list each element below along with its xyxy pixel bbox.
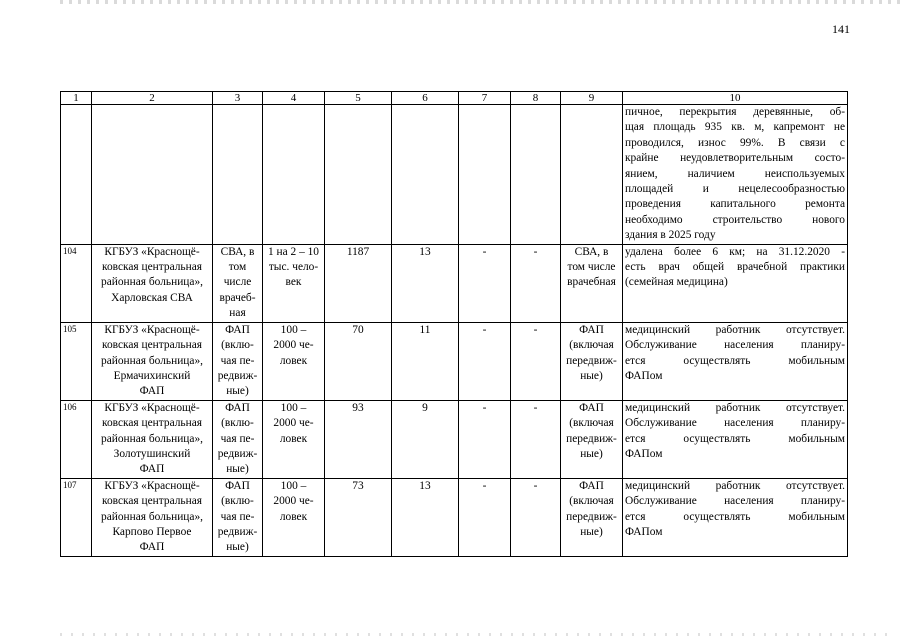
facility-type: [213, 322, 263, 400]
column-header: 8: [511, 92, 561, 105]
cell-line: ФАП: [225, 479, 250, 492]
cell-line: 2000 че-: [273, 495, 314, 508]
cell-line: районная больница»,: [101, 354, 203, 367]
cell-line: ФАПом: [625, 369, 663, 382]
cell-line: ФАП: [225, 401, 250, 414]
cell-line: ковская центральная: [101, 339, 202, 352]
facility-name: [92, 244, 213, 322]
note: [623, 478, 848, 556]
cell-line: ФАП: [579, 479, 604, 492]
recommended-type: [561, 322, 623, 400]
row-number: 106: [61, 400, 92, 478]
cell-line: есть врач общей врачебной практики: [625, 261, 845, 274]
cell-line: районная больница»,: [101, 510, 203, 523]
cell-line: КГБУЗ «Краснощё-: [104, 323, 200, 336]
cell-line: ные): [226, 463, 249, 476]
cell-line: Карпово Первое: [112, 525, 192, 538]
cell-line: тыс. чело-: [268, 261, 319, 274]
col7-value: -: [459, 244, 511, 322]
cell-line: щая площадь 935 кв. м, капремонт не: [625, 121, 845, 134]
col7-value: -: [459, 400, 511, 478]
recommended-type: [561, 400, 623, 478]
cell-line: необходимо строительство нового: [625, 213, 845, 226]
continuation-row: [61, 105, 848, 245]
cell-line: (вклю-: [221, 495, 254, 508]
scan-noise-bottom: [60, 633, 890, 636]
cell-line: числе: [223, 276, 252, 289]
column-header: 1: [61, 92, 92, 105]
distance: 9: [392, 400, 459, 478]
facility-type: [213, 400, 263, 478]
recommended-type: [561, 478, 623, 556]
cell-line: 1 на 2 – 10: [267, 245, 320, 258]
cell-line: ФАП: [139, 463, 165, 476]
cell-line: здания в 2025 году: [625, 229, 716, 242]
cell-line: (вклю-: [221, 417, 254, 430]
cell-line: медицинский работник отсутствует.: [625, 479, 845, 492]
population: 93: [325, 400, 392, 478]
cell-line: 100 –: [280, 479, 307, 492]
scan-noise-top: [60, 0, 900, 4]
cell-line: ФАП: [139, 385, 165, 398]
col7-value: -: [459, 478, 511, 556]
cell-line: (включая: [569, 417, 614, 430]
population-norm: [263, 322, 325, 400]
cell-line: КГБУЗ «Краснощё-: [104, 479, 200, 492]
population: 73: [325, 478, 392, 556]
distance: 11: [392, 322, 459, 400]
facility-type: [213, 478, 263, 556]
column-header: 5: [325, 92, 392, 105]
cell-line: ные): [580, 525, 603, 538]
cell-line: врачеб-: [219, 291, 256, 304]
population: 1187: [325, 244, 392, 322]
population-norm: [263, 244, 325, 322]
cell-line: чая пе-: [220, 432, 255, 445]
cell-line: ФАПом: [625, 525, 663, 538]
column-header: 10: [623, 92, 848, 105]
cell-line: редвиж-: [217, 447, 258, 460]
cell-line: редвиж-: [217, 369, 258, 382]
facility-type: [213, 244, 263, 322]
cell-line: ется осуществлять мобильным: [625, 432, 845, 445]
cell-line: удалена более 6 км; на 31.12.2020 -: [625, 245, 845, 258]
cell-line: ные): [580, 447, 603, 460]
cell-line: (вклю-: [221, 339, 254, 352]
cell-line: КГБУЗ «Краснощё-: [104, 401, 200, 414]
table-row: [61, 400, 848, 478]
column-header: 9: [561, 92, 623, 105]
cell-line: Харловская СВА: [111, 291, 193, 304]
cell-line: 2000 че-: [273, 417, 314, 430]
cell-line: районная больница»,: [101, 432, 203, 445]
facility-name: [92, 322, 213, 400]
note: [623, 244, 848, 322]
cell-line: ется осуществлять мобильным: [625, 510, 845, 523]
col8-value: -: [511, 244, 561, 322]
cell-line: СВА, в: [220, 245, 255, 258]
cell-line: медицинский работник отсутствует.: [625, 401, 845, 414]
cell-line: янием, наличием неиспользуемых: [625, 167, 845, 180]
cell-line: медицинский работник отсутствует.: [625, 323, 845, 336]
population: 70: [325, 322, 392, 400]
column-header: 7: [459, 92, 511, 105]
facility-name: [92, 400, 213, 478]
table-row: [61, 244, 848, 322]
column-header-row: [61, 92, 848, 105]
row-number: 104: [61, 244, 92, 322]
cell-line: ловек: [279, 510, 308, 523]
population-norm: [263, 478, 325, 556]
cell-line: ные): [226, 385, 249, 398]
distance: 13: [392, 478, 459, 556]
cell-line: Ермачихинский: [113, 369, 191, 382]
cell-line: крайне неудовлетворительным состо-: [625, 152, 845, 165]
cell-line: ковская центральная: [101, 417, 202, 430]
cell-line: 100 –: [280, 401, 307, 414]
cell-line: КГБУЗ «Краснощё-: [104, 245, 200, 258]
cell-line: том: [228, 261, 247, 274]
cell-line: передвиж-: [566, 432, 617, 445]
cell-line: редвиж-: [217, 525, 258, 538]
cell-line: ФАП: [139, 541, 165, 554]
cell-line: 2000 че-: [273, 339, 314, 352]
column-header: 6: [392, 92, 459, 105]
cell-line: ная: [229, 307, 246, 320]
cell-line: ФАП: [579, 323, 604, 336]
cell-line: ковская центральная: [101, 495, 202, 508]
medical-facilities-table: [60, 91, 848, 557]
note: [623, 400, 848, 478]
table-row: [61, 322, 848, 400]
cell-line: век: [285, 276, 302, 289]
row-number: 105: [61, 322, 92, 400]
cell-line: передвиж-: [566, 354, 617, 367]
cell-line: ФАП: [579, 401, 604, 414]
facility-name: [92, 478, 213, 556]
table-row: [61, 478, 848, 556]
cell-line: Обслуживание населения планиру-: [625, 339, 845, 352]
cell-line: площадей и нецелесообразностью: [625, 183, 845, 196]
recommended-type: [561, 244, 623, 322]
col8-value: -: [511, 400, 561, 478]
column-header: 3: [213, 92, 263, 105]
cell-line: проводился, износ 99%. В связи с: [625, 136, 845, 149]
note: [623, 322, 848, 400]
cell-line: ловек: [279, 432, 308, 445]
col7-value: -: [459, 322, 511, 400]
cell-line: передвиж-: [566, 510, 617, 523]
cell-line: чая пе-: [220, 510, 255, 523]
cell-line: СВА, в: [574, 245, 609, 258]
cell-line: (семейная медицина): [625, 276, 728, 289]
col8-value: -: [511, 322, 561, 400]
cell-line: Обслуживание населения планиру-: [625, 417, 845, 430]
cell-line: ные): [226, 541, 249, 554]
cell-line: ные): [580, 369, 603, 382]
cell-line: ется осуществлять мобильным: [625, 354, 845, 367]
col8-value: -: [511, 478, 561, 556]
cell-line: (включая: [569, 495, 614, 508]
cell-line: ФАПом: [625, 447, 663, 460]
cell-line: том числе: [567, 261, 616, 274]
cell-line: Обслуживание населения планиру-: [625, 495, 845, 508]
column-header: 4: [263, 92, 325, 105]
cell-line: проведения капитального ремонта: [625, 198, 845, 211]
cell-line: чая пе-: [220, 354, 255, 367]
cell-line: Золотушинский: [113, 447, 191, 460]
distance: 13: [392, 244, 459, 322]
page-number: 141: [832, 22, 850, 36]
cell-line: ФАП: [225, 323, 250, 336]
column-header: 2: [92, 92, 213, 105]
cell-line: врачебная: [567, 276, 616, 289]
cell-line: ловек: [279, 354, 308, 367]
cell-line: пичное, перекрытия деревянные, об-: [625, 106, 845, 118]
cell-line: районная больница»,: [101, 276, 203, 289]
continuation-note: [623, 105, 848, 245]
row-number: 107: [61, 478, 92, 556]
cell-line: ковская центральная: [101, 261, 202, 274]
population-norm: [263, 400, 325, 478]
cell-line: 100 –: [280, 323, 307, 336]
cell-line: (включая: [569, 339, 614, 352]
